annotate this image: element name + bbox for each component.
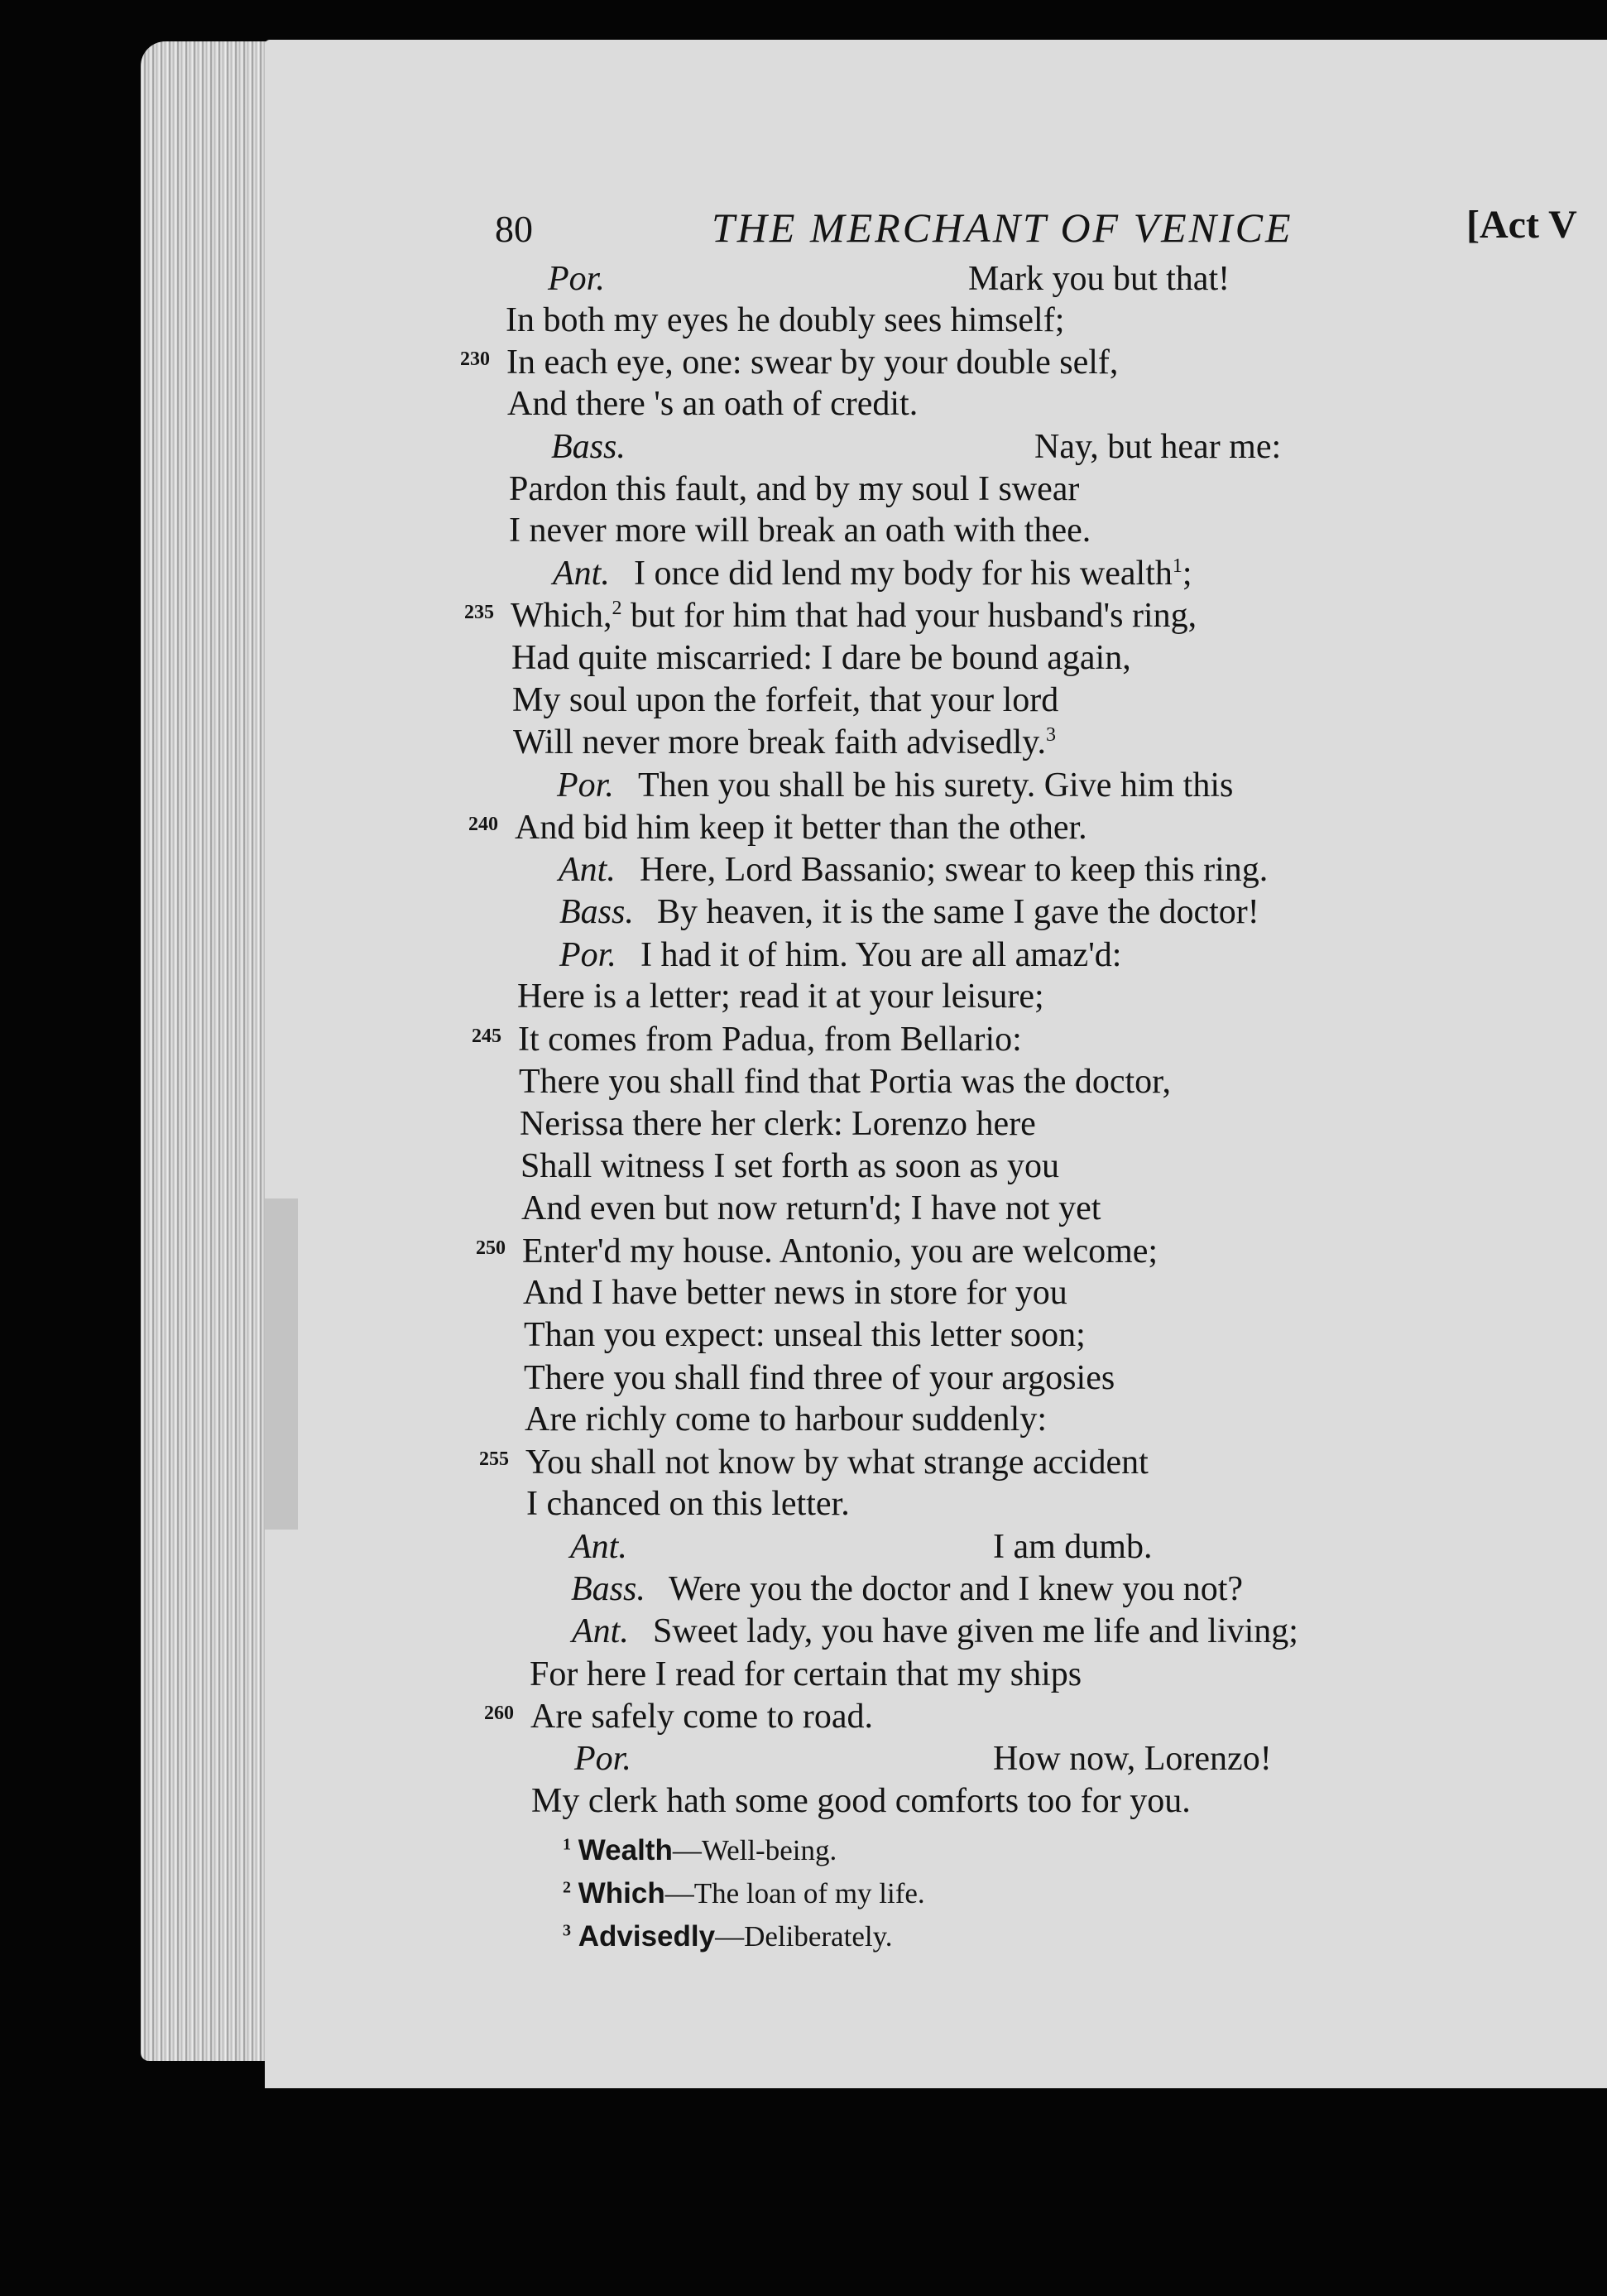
verse-text: I once did lend my body for his wealth <box>634 555 1173 593</box>
verse-text: Are richly come to harbour suddenly: <box>525 1400 1047 1439</box>
line-number: 255 <box>479 1448 509 1470</box>
verse-text: Are safely come to road. <box>530 1698 873 1736</box>
footnote <box>563 1879 925 1908</box>
verse-line <box>525 1445 1149 1480</box>
verse-text: For here I read for certain that my ships <box>530 1655 1082 1693</box>
footnote-ref: 2 <box>612 598 622 619</box>
verse-text: Had quite miscarried: I dare be bound again, <box>511 639 1131 677</box>
verse-line <box>515 810 1087 845</box>
footnote-term: Which <box>578 1877 665 1909</box>
speaker-label: Bass. <box>571 1570 645 1608</box>
verse-text: Then you shall be his surety. Give him this <box>638 766 1234 805</box>
verse-text: I am dumb. <box>993 1528 1153 1566</box>
speaker-label: Por. <box>557 766 614 805</box>
line-number: 235 <box>464 602 494 623</box>
verse-line <box>526 1487 850 1521</box>
speaker-label: Ant. <box>553 555 610 593</box>
footnote-term: Wealth <box>578 1834 673 1866</box>
verse-text: My clerk hath some good comforts too for you. <box>531 1782 1191 1820</box>
speaker-label: Por. <box>574 1740 631 1778</box>
verse-text: Nay, but hear me: <box>1034 428 1282 466</box>
verse-line <box>520 1149 1059 1184</box>
verse-text: My soul upon the forfeit, that your lord <box>512 681 1059 719</box>
verse-text: Pardon this fault, and by my soul I swear <box>509 470 1080 508</box>
verse-text-cont: but for him that had your husband's ring, <box>621 597 1197 635</box>
verse-text: Were you the doctor and I knew you not? <box>669 1570 1244 1608</box>
verse-text: And I have better news in store for you <box>523 1274 1067 1312</box>
verse-line <box>640 938 1121 973</box>
verse-line <box>640 853 1268 887</box>
paper-stain <box>265 1198 298 1530</box>
speaker-label: Bass. <box>551 428 626 466</box>
verse-line <box>517 979 1044 1014</box>
footnote-ref: 1 <box>1172 555 1182 577</box>
verse-line <box>509 472 1079 507</box>
verse-text: Mark you but that! <box>968 260 1230 298</box>
verse-line <box>509 513 1091 548</box>
act-label: [Act V <box>1466 203 1577 247</box>
verse-text: By heaven, it is the same I gave the doctor! <box>657 893 1259 931</box>
footnote-mark: 2 <box>563 1878 571 1897</box>
verse-text: Here is a letter; read it at your leisure; <box>517 977 1044 1016</box>
verse-line <box>530 1657 1082 1692</box>
verse-text-cont: ; <box>1182 555 1192 593</box>
verse-text: Sweet lady, you have given me life and living; <box>653 1612 1298 1650</box>
footnote-gloss: —The loan of my life. <box>664 1877 925 1909</box>
verse-line <box>634 556 1192 591</box>
verse-line <box>530 1699 873 1734</box>
running-title: THE MERCHANT OF VENICE <box>712 204 1293 251</box>
verse-line <box>512 683 1058 718</box>
verse-text: Enter'd my house. Antonio, you are welcome; <box>522 1232 1158 1270</box>
speaker-label: Ant. <box>572 1612 629 1650</box>
footnote-ref: 3 <box>1046 724 1057 746</box>
verse-line <box>993 1530 1152 1564</box>
footnote-gloss: —Deliberately. <box>715 1920 893 1953</box>
verse-line <box>520 1107 1036 1141</box>
verse-text: And bid him keep it better than the other. <box>515 809 1087 847</box>
verse-text: There you shall find three of your argosies <box>524 1359 1115 1397</box>
verse-text: In both my eyes he doubly sees himself; <box>506 301 1065 339</box>
verse-line <box>523 1275 1067 1310</box>
verse-line <box>638 768 1233 803</box>
speaker-label: Ant. <box>559 851 616 889</box>
verse-line <box>657 895 1259 929</box>
verse-text: And there 's an oath of credit. <box>507 385 919 423</box>
verse-text: How now, Lorenzo! <box>993 1740 1272 1778</box>
verse-line <box>518 1022 1022 1057</box>
line-number: 240 <box>468 814 498 835</box>
verse-text: And even but now return'd; I have not yet <box>521 1189 1101 1227</box>
page-header <box>265 197 1607 255</box>
verse-line <box>521 1191 1101 1226</box>
verse-text: It comes from Padua, from Bellario: <box>518 1021 1022 1059</box>
verse-text: Than you expect: unseal this letter soon; <box>524 1316 1086 1354</box>
verse-line <box>669 1572 1243 1607</box>
verse-line <box>1034 430 1281 464</box>
verse-line <box>513 725 1056 760</box>
verse-text: Which, <box>511 597 612 635</box>
verse-text: Nerissa there her clerk: Lorenzo here <box>520 1105 1036 1143</box>
footnote <box>563 1836 837 1865</box>
verse-line <box>507 387 918 421</box>
book-page <box>265 40 1607 2088</box>
verse-line <box>531 1784 1191 1818</box>
verse-text: I chanced on this letter. <box>526 1485 850 1523</box>
verse-line <box>511 598 1197 633</box>
footnote-gloss: —Well-being. <box>672 1834 837 1866</box>
verse-text: I had it of him. You are all amaz'd: <box>640 936 1122 974</box>
line-number: 250 <box>476 1237 506 1259</box>
verse-line <box>525 1402 1047 1437</box>
verse-text: In each eye, one: swear by your double self, <box>506 343 1119 382</box>
verse-text: You shall not know by what strange accident <box>525 1443 1149 1482</box>
line-number: 260 <box>484 1703 514 1724</box>
verse-line <box>993 1741 1272 1776</box>
footnote <box>563 1922 893 1951</box>
speaker-label: Por. <box>548 260 605 298</box>
page-number: 80 <box>495 208 533 250</box>
verse-line <box>519 1064 1171 1099</box>
verse-text: Will never more break faith advisedly. <box>513 723 1047 761</box>
verse-line <box>511 641 1131 675</box>
speaker-label: Ant. <box>570 1528 627 1566</box>
footnote-mark: 3 <box>563 1921 571 1940</box>
line-number: 230 <box>460 348 490 370</box>
verse-text: There you shall find that Portia was the doctor, <box>519 1063 1171 1101</box>
line-number: 245 <box>472 1026 501 1047</box>
verse-line <box>522 1234 1158 1269</box>
verse-text: Shall witness I set forth as soon as you <box>520 1147 1059 1185</box>
verse-line <box>506 345 1118 380</box>
footnote-mark: 1 <box>563 1835 571 1854</box>
footnote-term: Advisedly <box>578 1920 716 1953</box>
verse-line <box>506 303 1064 338</box>
verse-line <box>524 1361 1115 1395</box>
verse-line <box>968 262 1230 296</box>
speaker-label: Por. <box>559 936 616 974</box>
verse-line <box>653 1614 1298 1649</box>
speaker-label: Bass. <box>559 893 634 931</box>
verse-text: Here, Lord Bassanio; swear to keep this ring. <box>640 851 1269 889</box>
verse-line <box>524 1318 1086 1352</box>
verse-text: I never more will break an oath with thee. <box>509 512 1091 550</box>
